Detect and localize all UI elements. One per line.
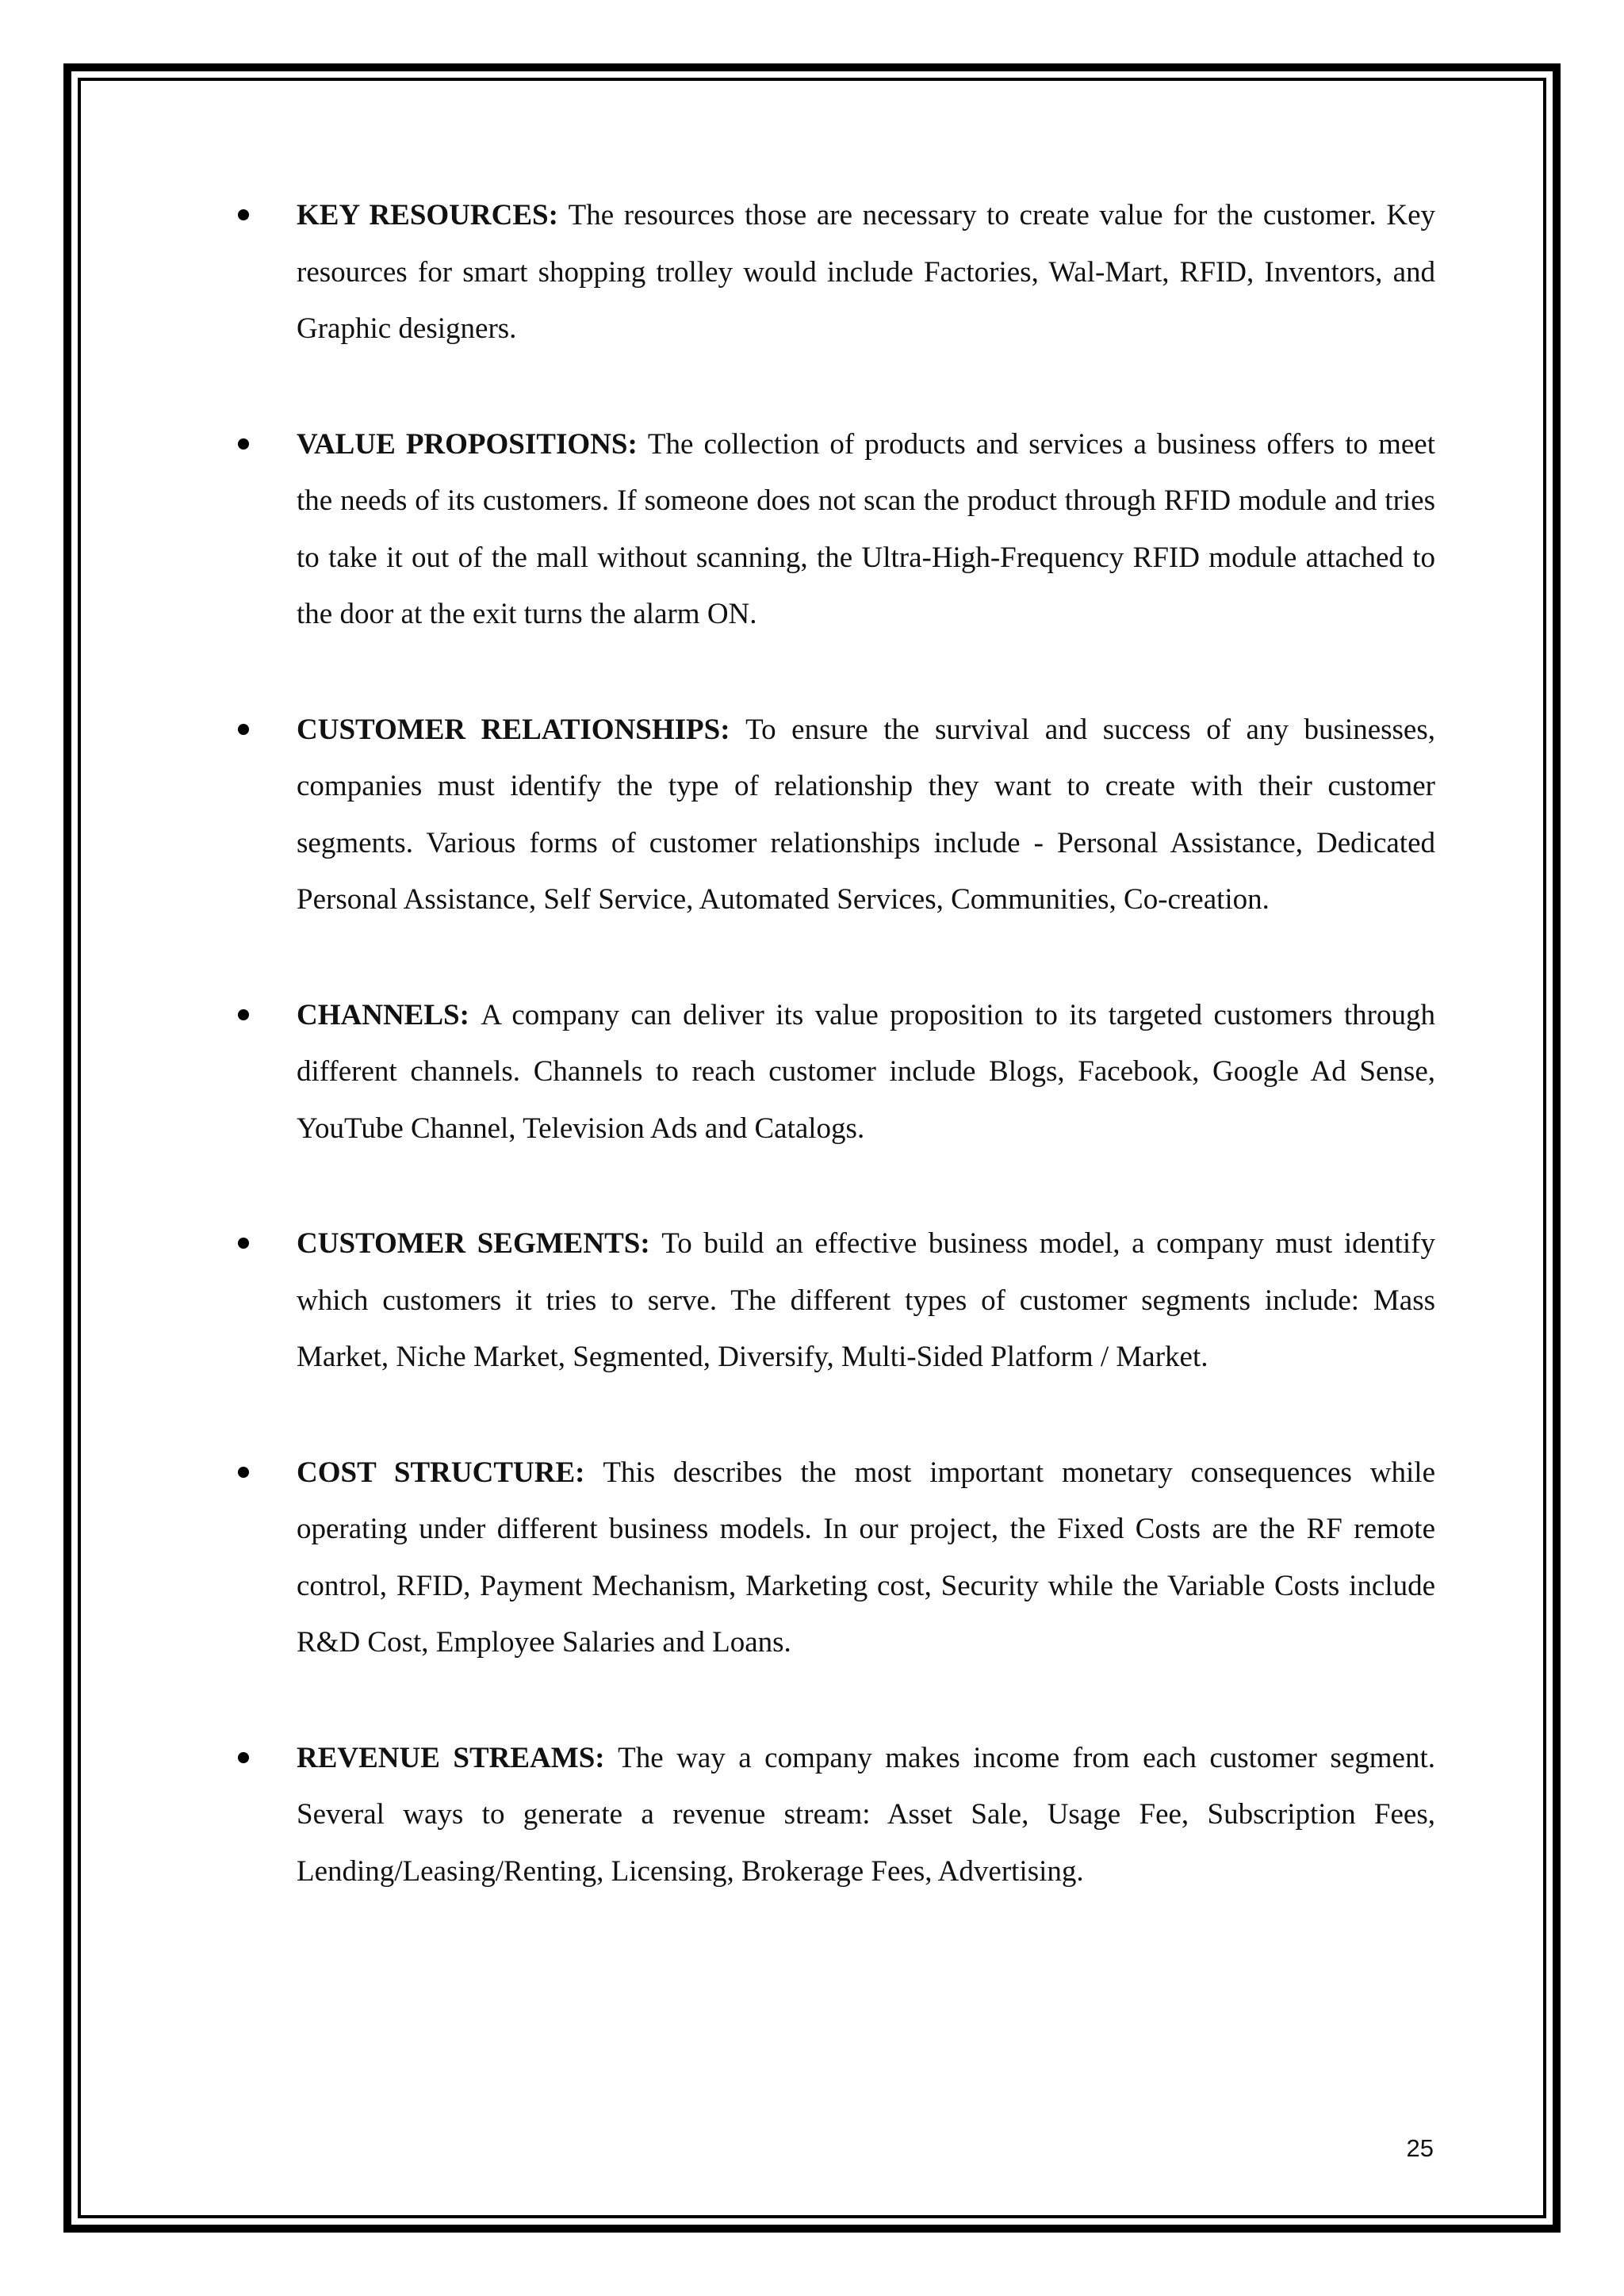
item-text: A company can deliver its value proposition to its targeted customers through different channels. Channels to reach customer include Blogs, Facebook, Google Ad Sense, YouTube Channel, Television Ads and Catalogs. [297,998,1435,1145]
item-term: COST STRUCTURE: [297,1456,603,1489]
list-item-cost-structure [238,1445,1435,1671]
item-term: REVENUE STREAMS: [297,1741,619,1774]
bullet-icon [238,209,249,220]
bullet-icon [238,1467,249,1478]
bullet-icon [238,438,249,450]
list-item-revenue-streams [238,1730,1435,1900]
list-item-channels [238,987,1435,1158]
item-text: The resources those are necessary to create value for the customer. Key resources for smart shopping trolley would include Factories, Wal-Mart, RFID, Inventors, and Graphic designers. [297,199,1435,345]
business-model-list [238,187,1435,1900]
item-term: CUSTOMER SEGMENTS: [297,1227,662,1260]
bullet-icon [238,1009,249,1020]
list-item-customer-segments [238,1215,1435,1386]
list-item-key-resources [238,187,1435,358]
page-content [238,187,1435,1958]
bullet-icon [238,724,249,735]
item-term: CHANNELS: [297,998,481,1031]
list-item-customer-relationships [238,702,1435,928]
page-number: 25 [1406,2134,1434,2162]
item-text: To ensure the survival and success of any businesses, companies must identify the type of relationship they want to create with their customer segments. Various forms of customer relationships include - Personal Assistance, Dedicated Personal Assistance, Self Service, Automated Services, Communities, Co-creation. [297,713,1435,916]
item-term: CUSTOMER RELATIONSHIPS: [297,713,746,746]
bullet-icon [238,1752,249,1763]
item-term: VALUE PROPOSITIONS: [297,427,648,461]
item-text: The way a company makes income from each customer segment. Several ways to generate a revenue stream: Asset Sale, Usage Fee, Subscription Fees, Lending/Leasing/Renting, Licensing, Brokerage Fees, Advertising. [297,1741,1435,1888]
item-term: KEY RESOURCES: [297,199,569,232]
bullet-icon [238,1238,249,1249]
list-item-value-propositions [238,416,1435,643]
item-text: This describes the most important monetary consequences while operating under different business models. In our project, the Fixed Costs are the RF remote control, RFID, Payment Mechanism, Marketing cost, Security while the Variable Costs include R&D Cost, Employee Salaries and Loans. [297,1456,1436,1659]
item-text: To build an effective business model, a company must identify which customers it tries to serve. The different types of customer segments include: Mass Market, Niche Market, Segmented, Diversify, Multi-Sided Platform / Market. [297,1227,1435,1373]
item-text: The collection of products and services a business offers to meet the needs of its customers. If someone does not scan the product through RFID module and tries to take it out of the mall without scanning, the Ultra-High-Frequency RFID module attached to the door at the exit turns the alarm ON. [297,427,1435,630]
